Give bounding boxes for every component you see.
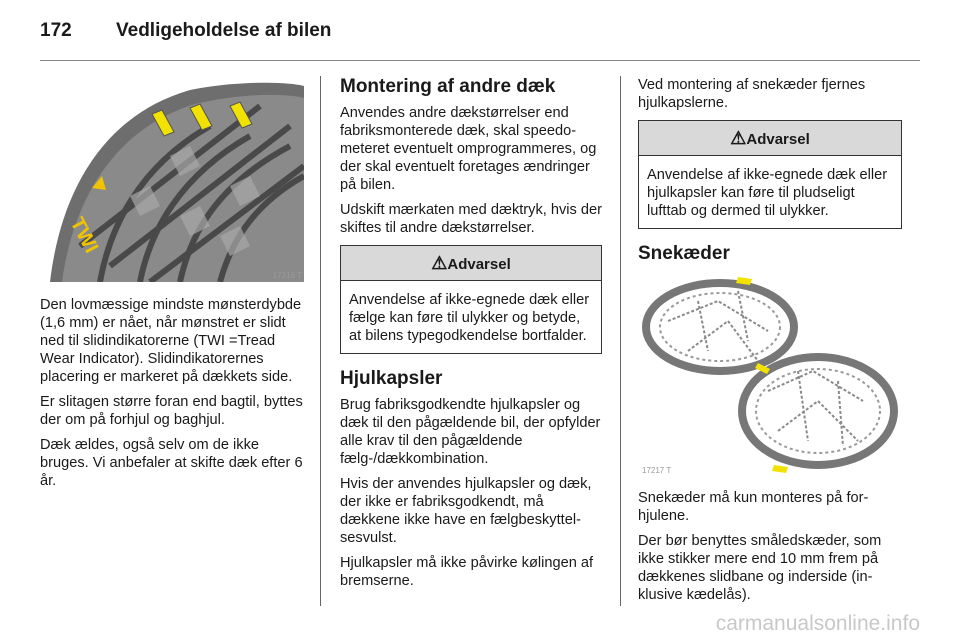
twi-label: TWI [65,214,103,257]
warning-title: Advarsel [447,256,511,273]
warning-text: Anvendelse af ikke-egnede dæk eller hjulkapsler kan føre til pludseligt lufttab og dermed til ulykker. [647,167,888,219]
paragraph: Dæk ældes, også selv om de ikke bruges. Vi anbefaler at skifte dæk efter 6 år. [40,437,303,489]
tread-wear-figure [40,76,304,282]
snow-chain-illustration [638,271,902,477]
figure-code: 17217 T [642,466,672,475]
paragraph: Udskift mærkaten med dæktryk, hvis der skiftes til andre dækstørrelser. [340,202,602,236]
column-3 [638,76,902,611]
warning-body [341,281,601,353]
paragraph: Anvendes andre dækstørrelser end fabriksmonterede dæk, skal speedometeret eventuelt omprogrammeres, og der skal eventuelt foretages ændringer på bilen. [340,105,597,193]
paragraph: Snekæder må kun monteres på forhjulene. [638,490,869,524]
column-divider-1 [320,76,321,606]
page-number: 172 [40,20,72,41]
column-1 [40,76,304,497]
paragraph: Brug fabriksgodkendte hjulkapsler og dæk til den pågældende bil, der opfylder alle krav til den pågældende fælg-/dækkombination. [340,397,601,467]
warning-box [638,120,902,229]
header-rule [40,60,920,61]
warning-box [340,245,602,354]
snow-chain-figure [638,271,902,477]
paragraph: Der bør benyttes småledskæder, som ikke stikker mere end 10 mm frem på dækkenes slidbane og inderside (inklusive kædelås). [638,533,882,603]
paragraph: Er slitagen større foran end bagtil, byttes der om på forhjul og baghjul. [40,394,303,428]
watermark: carmanualsonline.info [715,612,920,635]
column-2 [340,76,602,597]
column-divider-2 [620,76,621,606]
warning-title: Advarsel [746,131,810,148]
warning-text: Anvendelse af ikke-egnede dæk eller fælge kan føre til ulykker og betyde, at bilens typegodkendelse bortfalder. [349,292,590,344]
section-heading: Snekæder [638,243,730,264]
figure-code: 17216 T [272,271,302,280]
page-header [40,16,920,48]
section-heading: Hjulkapsler [340,368,443,389]
paragraph: Hvis der anvendes hjulkapsler og dæk, der ikke er fabriksgodkendt, må dækkene ikke have en fælgbeskyttelsesvulst. [340,476,592,546]
warning-icon: ⚠ [730,128,747,148]
warning-body [639,156,901,228]
warning-header [341,246,601,281]
section-heading: Montering af andre dæk [340,76,556,97]
tire-tread-illustration [40,76,304,282]
page-title: Vedligeholdelse af bilen [116,20,332,41]
warning-header [639,121,901,156]
warning-icon: ⚠ [431,253,448,273]
paragraph: Ved montering af snekæder fjernes hjulkapslerne. [638,77,866,111]
paragraph: Hjulkapsler må ikke påvirke kølingen af bremserne. [340,555,594,589]
paragraph: Den lovmæssige mindste mønsterdybde (1,6 mm) er nået, når mønstret er slidt ned til slidindikatorerne (TWI =Tread Wear Indicator). Slidindikatorernes placering er markeret på dækkets side. [40,297,302,385]
